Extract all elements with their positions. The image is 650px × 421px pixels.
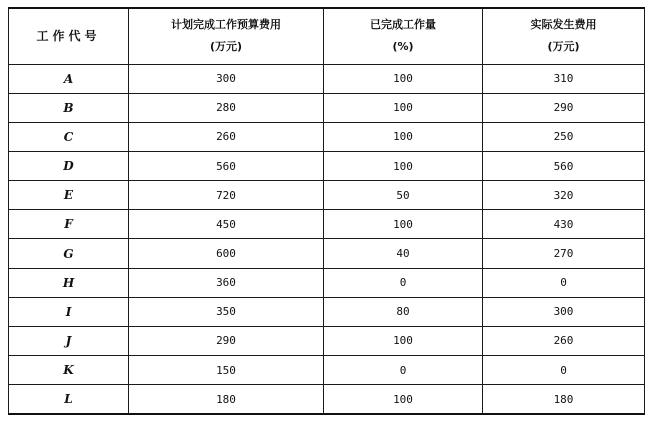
cell-actual-cost: 310 [483, 64, 645, 93]
cell-completed-work: 40 [324, 239, 483, 268]
header-actual-cost-label: 实际发生费用 [530, 18, 597, 32]
cell-actual-cost: 290 [483, 93, 645, 122]
cell-completed-work: 0 [324, 268, 483, 297]
cell-planned-budget: 150 [129, 356, 324, 385]
cell-work-code: C [9, 122, 129, 151]
table-row [9, 326, 645, 355]
cell-planned-budget: 180 [129, 385, 324, 414]
cell-actual-cost: 0 [483, 356, 645, 385]
header-work-code [9, 8, 129, 64]
header-work-code-label: 工作代号 [36, 29, 101, 44]
header-row [9, 8, 645, 64]
table-row [9, 297, 645, 326]
cost-table-container [8, 7, 644, 415]
header-planned-budget-unit: (万元) [209, 40, 243, 54]
cell-work-code: A [9, 64, 129, 93]
cell-planned-budget: 450 [129, 210, 324, 239]
table-row [9, 151, 645, 180]
cost-table [8, 7, 645, 415]
header-completed-work-unit: (%) [392, 40, 414, 54]
cell-completed-work: 100 [324, 151, 483, 180]
header-completed-work-label: 已完成工作量 [370, 18, 436, 32]
cell-planned-budget: 300 [129, 64, 324, 93]
cell-actual-cost: 250 [483, 122, 645, 151]
table-row [9, 122, 645, 151]
cell-completed-work: 100 [324, 210, 483, 239]
cell-work-code: B [9, 93, 129, 122]
cell-actual-cost: 560 [483, 151, 645, 180]
cell-actual-cost: 320 [483, 181, 645, 210]
cell-planned-budget: 260 [129, 122, 324, 151]
cell-completed-work: 100 [324, 326, 483, 355]
cell-completed-work: 100 [324, 64, 483, 93]
table-row [9, 210, 645, 239]
cell-work-code: I [9, 297, 129, 326]
cell-work-code: J [9, 326, 129, 355]
cell-actual-cost: 300 [483, 297, 645, 326]
cell-work-code: H [9, 268, 129, 297]
cell-work-code: L [9, 385, 129, 414]
table-row [9, 64, 645, 93]
cell-planned-budget: 350 [129, 297, 324, 326]
cell-planned-budget: 600 [129, 239, 324, 268]
table-row [9, 93, 645, 122]
cell-completed-work: 100 [324, 122, 483, 151]
cell-work-code: K [9, 356, 129, 385]
cell-actual-cost: 0 [483, 268, 645, 297]
cell-work-code: D [9, 151, 129, 180]
cell-work-code: E [9, 181, 129, 210]
cell-actual-cost: 260 [483, 326, 645, 355]
cell-completed-work: 50 [324, 181, 483, 210]
cell-completed-work: 100 [324, 93, 483, 122]
cell-work-code: F [9, 210, 129, 239]
table-row [9, 356, 645, 385]
table-row [9, 268, 645, 297]
cell-planned-budget: 290 [129, 326, 324, 355]
cell-planned-budget: 560 [129, 151, 324, 180]
cell-planned-budget: 360 [129, 268, 324, 297]
table-row [9, 239, 645, 268]
cell-actual-cost: 180 [483, 385, 645, 414]
cell-completed-work: 100 [324, 385, 483, 414]
cell-actual-cost: 430 [483, 210, 645, 239]
cell-planned-budget: 280 [129, 93, 324, 122]
cell-completed-work: 80 [324, 297, 483, 326]
cell-work-code: G [9, 239, 129, 268]
table-row [9, 385, 645, 414]
table-row [9, 181, 645, 210]
header-actual-cost-unit: (万元) [547, 40, 580, 54]
header-actual-cost [483, 8, 645, 64]
cell-actual-cost: 270 [483, 239, 645, 268]
header-planned-budget [129, 8, 324, 64]
header-planned-budget-label: 计划完成工作预算费用 [171, 18, 281, 32]
header-completed-work [324, 8, 483, 64]
cell-planned-budget: 720 [129, 181, 324, 210]
cell-completed-work: 0 [324, 356, 483, 385]
